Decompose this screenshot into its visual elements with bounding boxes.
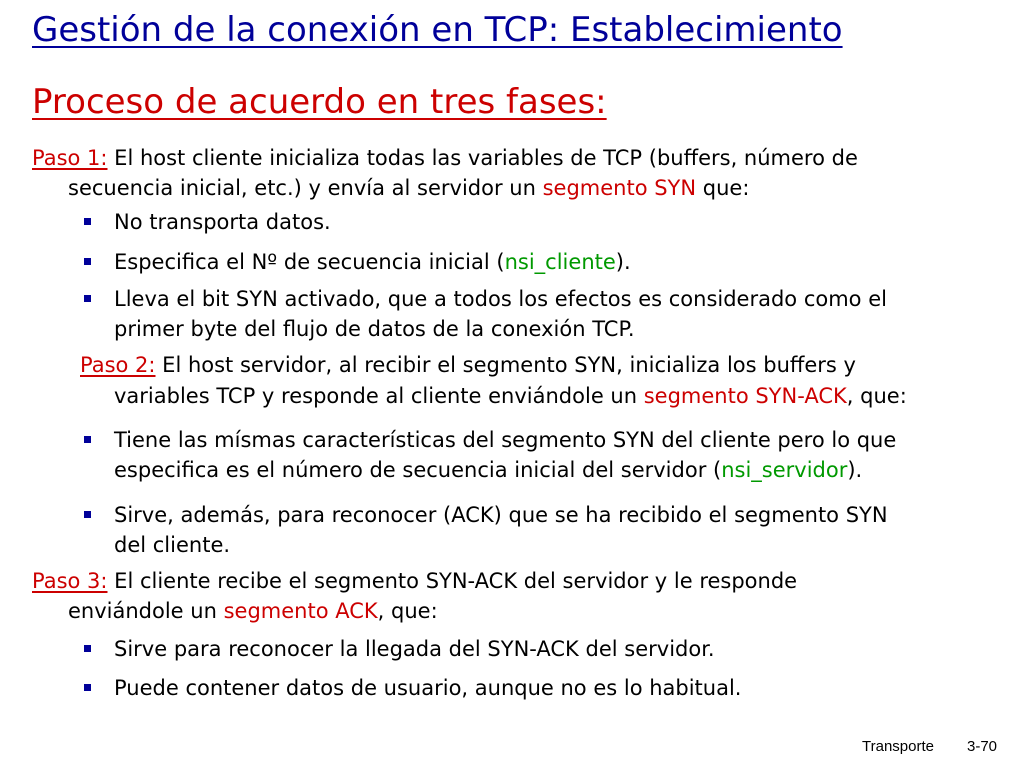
slide-title: Gestión de la conexión en TCP: Establecimiento xyxy=(32,10,843,50)
step3-bullet2: Puede contener datos de usuario, aunque no es lo habitual. xyxy=(114,676,742,700)
step1-text2-end: que: xyxy=(696,176,750,200)
step1-bullet2-text: Especifica el Nº de secuencia inicial ( xyxy=(114,250,505,274)
step2-bullet1-line2 xyxy=(114,455,862,485)
step2-bullet1-line1: Tiene las mísmas características del segmento SYN del cliente pero lo que xyxy=(114,428,897,452)
bullet-square-icon xyxy=(84,645,91,652)
step2-text1: El host servidor, al recibir el segmento SYN, inicializa los buffers y xyxy=(155,353,856,377)
step1-bullet1: No transporta datos. xyxy=(114,210,331,234)
step1-bullet2 xyxy=(114,247,631,277)
step2-bullet2-line2: del cliente. xyxy=(114,533,231,557)
step1-line2 xyxy=(68,173,749,203)
step1-bullet2-end: ). xyxy=(615,250,631,274)
bullet-square-icon xyxy=(84,436,91,443)
page-number: 3-70 xyxy=(967,738,998,755)
step1-bullet3-line1: Lleva el bit SYN activado, que a todos los efectos es considerado como el xyxy=(114,287,887,311)
step1-line1 xyxy=(32,143,858,173)
nsi-servidor-highlight: nsi_servidor xyxy=(721,458,848,482)
step3-text2-end: , que: xyxy=(377,599,438,623)
step3-text2: enviándole un xyxy=(68,599,224,623)
step2-bullet2-line1: Sirve, además, para reconocer (ACK) que se ha recibido el segmento SYN xyxy=(114,503,888,527)
step2-label: Paso 2: xyxy=(80,353,156,377)
step2-text2-end: , que: xyxy=(846,384,907,408)
step1-text1: El host cliente inicializa todas las variables de TCP (buffers, número de xyxy=(107,146,858,170)
step3-line1 xyxy=(32,566,797,596)
footer-section-label: Transporte xyxy=(862,738,934,755)
step2-bullet1-text: especifica es el número de secuencia inicial del servidor ( xyxy=(114,458,722,482)
step3-line2 xyxy=(68,596,438,626)
step1-text2: secuencia inicial, etc.) y envía al servidor un xyxy=(68,176,543,200)
bullet-square-icon xyxy=(84,684,91,691)
nsi-cliente-highlight: nsi_cliente xyxy=(504,250,616,274)
bullet-square-icon xyxy=(84,295,91,302)
syn-ack-segment-highlight: segmento SYN-ACK xyxy=(643,384,847,408)
step2-text2: variables TCP y responde al cliente enviándole un xyxy=(114,384,644,408)
syn-segment-highlight: segmento SYN xyxy=(542,176,697,200)
slide-subtitle: Proceso de acuerdo en tres fases: xyxy=(32,82,607,122)
step3-label: Paso 3: xyxy=(32,569,108,593)
bullet-square-icon xyxy=(84,511,91,518)
step3-bullet1: Sirve para reconocer la llegada del SYN-ACK del servidor. xyxy=(114,637,715,661)
ack-segment-highlight: segmento ACK xyxy=(223,599,378,623)
step3-text1: El cliente recibe el segmento SYN-ACK del servidor y le responde xyxy=(107,569,798,593)
step1-label: Paso 1: xyxy=(32,146,108,170)
step1-bullet3-line2: primer byte del flujo de datos de la conexión TCP. xyxy=(114,317,635,341)
step2-line2 xyxy=(114,381,907,411)
step2-line1 xyxy=(80,350,856,380)
bullet-square-icon xyxy=(84,258,91,265)
bullet-square-icon xyxy=(84,218,91,225)
step2-bullet1-end: ). xyxy=(847,458,863,482)
